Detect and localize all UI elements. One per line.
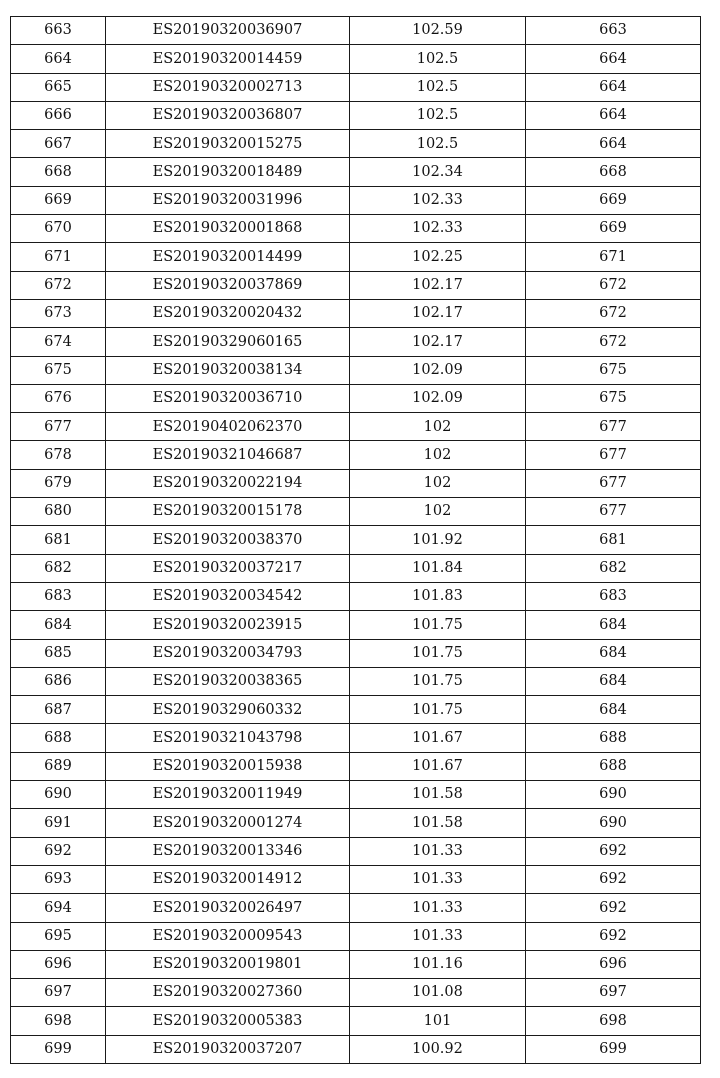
- exam-id-cell: ES20190320015178: [106, 498, 350, 526]
- exam-id-cell: ES20190320014912: [106, 865, 350, 893]
- exam-id-cell: ES20190320014459: [106, 45, 350, 73]
- score-cell: 100.92: [350, 1035, 526, 1063]
- table-row: [11, 1035, 701, 1063]
- exam-id-cell: ES20190320037869: [106, 271, 350, 299]
- exam-id-cell: ES20190320036710: [106, 384, 350, 412]
- row-number-cell: 667: [11, 130, 106, 158]
- rank-cell: 668: [526, 158, 701, 186]
- score-cell: 101.33: [350, 865, 526, 893]
- score-cell: 102.33: [350, 186, 526, 214]
- table-row: [11, 45, 701, 73]
- rank-cell: 684: [526, 696, 701, 724]
- exam-id-cell: ES20190321046687: [106, 441, 350, 469]
- exam-id-cell: ES20190320034542: [106, 582, 350, 610]
- rank-cell: 683: [526, 582, 701, 610]
- exam-id-cell: ES20190329060332: [106, 696, 350, 724]
- row-number-cell: 673: [11, 299, 106, 327]
- table-row: [11, 299, 701, 327]
- exam-id-cell: ES20190320018489: [106, 158, 350, 186]
- score-cell: 102.5: [350, 45, 526, 73]
- row-number-cell: 684: [11, 611, 106, 639]
- table-row: [11, 271, 701, 299]
- rank-cell: 688: [526, 752, 701, 780]
- table-row: [11, 894, 701, 922]
- row-number-cell: 682: [11, 554, 106, 582]
- score-cell: 101.08: [350, 979, 526, 1007]
- results-table-body: [11, 17, 701, 1064]
- row-number-cell: 663: [11, 17, 106, 45]
- exam-id-cell: ES20190320026497: [106, 894, 350, 922]
- rank-cell: 692: [526, 837, 701, 865]
- exam-id-cell: ES20190320036907: [106, 17, 350, 45]
- exam-id-cell: ES20190320005383: [106, 1007, 350, 1035]
- score-cell: 102.09: [350, 384, 526, 412]
- table-row: [11, 328, 701, 356]
- score-cell: 101.33: [350, 894, 526, 922]
- row-number-cell: 674: [11, 328, 106, 356]
- score-cell: 102: [350, 413, 526, 441]
- rank-cell: 677: [526, 413, 701, 441]
- exam-id-cell: ES20190320036807: [106, 101, 350, 129]
- exam-id-cell: ES20190320038134: [106, 356, 350, 384]
- exam-id-cell: ES20190402062370: [106, 413, 350, 441]
- row-number-cell: 677: [11, 413, 106, 441]
- rank-cell: 672: [526, 271, 701, 299]
- score-cell: 101.67: [350, 724, 526, 752]
- rank-cell: 692: [526, 865, 701, 893]
- exam-id-cell: ES20190320027360: [106, 979, 350, 1007]
- table-row: [11, 441, 701, 469]
- rank-cell: 699: [526, 1035, 701, 1063]
- score-cell: 101.67: [350, 752, 526, 780]
- exam-id-cell: ES20190320034793: [106, 639, 350, 667]
- rank-cell: 664: [526, 73, 701, 101]
- row-number-cell: 672: [11, 271, 106, 299]
- exam-id-cell: ES20190320015938: [106, 752, 350, 780]
- score-cell: 101.58: [350, 781, 526, 809]
- row-number-cell: 699: [11, 1035, 106, 1063]
- exam-id-cell: ES20190320022194: [106, 469, 350, 497]
- rank-cell: 684: [526, 667, 701, 695]
- row-number-cell: 675: [11, 356, 106, 384]
- exam-id-cell: ES20190320020432: [106, 299, 350, 327]
- table-row: [11, 724, 701, 752]
- exam-id-cell: ES20190321043798: [106, 724, 350, 752]
- table-row: [11, 130, 701, 158]
- score-cell: 102.5: [350, 101, 526, 129]
- score-cell: 101.92: [350, 526, 526, 554]
- rank-cell: 688: [526, 724, 701, 752]
- table-row: [11, 17, 701, 45]
- row-number-cell: 670: [11, 215, 106, 243]
- table-row: [11, 158, 701, 186]
- table-row: [11, 384, 701, 412]
- score-cell: 101.75: [350, 667, 526, 695]
- row-number-cell: 691: [11, 809, 106, 837]
- table-row: [11, 101, 701, 129]
- table-row: [11, 356, 701, 384]
- table-row: [11, 498, 701, 526]
- score-cell: 101.33: [350, 837, 526, 865]
- table-row: [11, 243, 701, 271]
- row-number-cell: 694: [11, 894, 106, 922]
- table-row: [11, 950, 701, 978]
- score-cell: 102: [350, 441, 526, 469]
- score-cell: 102: [350, 498, 526, 526]
- row-number-cell: 683: [11, 582, 106, 610]
- rank-cell: 696: [526, 950, 701, 978]
- row-number-cell: 696: [11, 950, 106, 978]
- exam-id-cell: ES20190320031996: [106, 186, 350, 214]
- score-cell: 102.17: [350, 328, 526, 356]
- row-number-cell: 687: [11, 696, 106, 724]
- table-row: [11, 752, 701, 780]
- row-number-cell: 679: [11, 469, 106, 497]
- score-cell: 101.75: [350, 696, 526, 724]
- rank-cell: 664: [526, 130, 701, 158]
- score-cell: 101.75: [350, 639, 526, 667]
- score-cell: 102: [350, 469, 526, 497]
- exam-id-cell: ES20190320015275: [106, 130, 350, 158]
- rank-cell: 672: [526, 328, 701, 356]
- rank-cell: 669: [526, 215, 701, 243]
- rank-cell: 669: [526, 186, 701, 214]
- score-cell: 102.17: [350, 271, 526, 299]
- rank-cell: 684: [526, 611, 701, 639]
- row-number-cell: 666: [11, 101, 106, 129]
- rank-cell: 684: [526, 639, 701, 667]
- rank-cell: 692: [526, 894, 701, 922]
- exam-id-cell: ES20190320037217: [106, 554, 350, 582]
- table-row: [11, 809, 701, 837]
- rank-cell: 672: [526, 299, 701, 327]
- rank-cell: 681: [526, 526, 701, 554]
- score-cell: 101.84: [350, 554, 526, 582]
- exam-id-cell: ES20190320023915: [106, 611, 350, 639]
- row-number-cell: 686: [11, 667, 106, 695]
- exam-id-cell: ES20190320038370: [106, 526, 350, 554]
- score-cell: 102.09: [350, 356, 526, 384]
- score-cell: 102.34: [350, 158, 526, 186]
- row-number-cell: 680: [11, 498, 106, 526]
- rank-cell: 677: [526, 441, 701, 469]
- exam-id-cell: ES20190320013346: [106, 837, 350, 865]
- table-row: [11, 582, 701, 610]
- table-row: [11, 73, 701, 101]
- exam-id-cell: ES20190320002713: [106, 73, 350, 101]
- table-row: [11, 215, 701, 243]
- rank-cell: 663: [526, 17, 701, 45]
- exam-id-cell: ES20190320037207: [106, 1035, 350, 1063]
- table-row: [11, 639, 701, 667]
- exam-id-cell: ES20190320019801: [106, 950, 350, 978]
- table-row: [11, 526, 701, 554]
- score-cell: 102.59: [350, 17, 526, 45]
- table-row: [11, 979, 701, 1007]
- score-cell: 101: [350, 1007, 526, 1035]
- rank-cell: 675: [526, 356, 701, 384]
- exam-id-cell: ES20190320001868: [106, 215, 350, 243]
- table-row: [11, 837, 701, 865]
- rank-cell: 677: [526, 469, 701, 497]
- table-row: [11, 554, 701, 582]
- rank-cell: 677: [526, 498, 701, 526]
- table-row: [11, 667, 701, 695]
- rank-cell: 664: [526, 45, 701, 73]
- row-number-cell: 669: [11, 186, 106, 214]
- score-cell: 102.17: [350, 299, 526, 327]
- rank-cell: 697: [526, 979, 701, 1007]
- row-number-cell: 693: [11, 865, 106, 893]
- rank-cell: 692: [526, 922, 701, 950]
- table-row: [11, 413, 701, 441]
- table-row: [11, 865, 701, 893]
- score-cell: 101.16: [350, 950, 526, 978]
- table-row: [11, 696, 701, 724]
- score-cell: 102.5: [350, 73, 526, 101]
- exam-id-cell: ES20190320009543: [106, 922, 350, 950]
- exam-id-cell: ES20190320011949: [106, 781, 350, 809]
- row-number-cell: 676: [11, 384, 106, 412]
- exam-id-cell: ES20190329060165: [106, 328, 350, 356]
- exam-id-cell: ES20190320038365: [106, 667, 350, 695]
- row-number-cell: 665: [11, 73, 106, 101]
- rank-cell: 690: [526, 809, 701, 837]
- table-row: [11, 781, 701, 809]
- row-number-cell: 689: [11, 752, 106, 780]
- row-number-cell: 685: [11, 639, 106, 667]
- row-number-cell: 690: [11, 781, 106, 809]
- score-cell: 101.83: [350, 582, 526, 610]
- rank-cell: 682: [526, 554, 701, 582]
- table-row: [11, 922, 701, 950]
- rank-cell: 675: [526, 384, 701, 412]
- exam-id-cell: ES20190320014499: [106, 243, 350, 271]
- rank-cell: 664: [526, 101, 701, 129]
- score-cell: 101.33: [350, 922, 526, 950]
- rank-cell: 690: [526, 781, 701, 809]
- row-number-cell: 671: [11, 243, 106, 271]
- row-number-cell: 695: [11, 922, 106, 950]
- table-row: [11, 611, 701, 639]
- exam-id-cell: ES20190320001274: [106, 809, 350, 837]
- score-cell: 102.33: [350, 215, 526, 243]
- row-number-cell: 692: [11, 837, 106, 865]
- results-table: [10, 16, 701, 1064]
- table-row: [11, 1007, 701, 1035]
- row-number-cell: 697: [11, 979, 106, 1007]
- results-sheet: [10, 16, 700, 1064]
- row-number-cell: 668: [11, 158, 106, 186]
- row-number-cell: 678: [11, 441, 106, 469]
- table-row: [11, 186, 701, 214]
- rank-cell: 698: [526, 1007, 701, 1035]
- score-cell: 101.58: [350, 809, 526, 837]
- table-row: [11, 469, 701, 497]
- row-number-cell: 664: [11, 45, 106, 73]
- row-number-cell: 681: [11, 526, 106, 554]
- score-cell: 102.5: [350, 130, 526, 158]
- score-cell: 101.75: [350, 611, 526, 639]
- row-number-cell: 688: [11, 724, 106, 752]
- row-number-cell: 698: [11, 1007, 106, 1035]
- score-cell: 102.25: [350, 243, 526, 271]
- rank-cell: 671: [526, 243, 701, 271]
